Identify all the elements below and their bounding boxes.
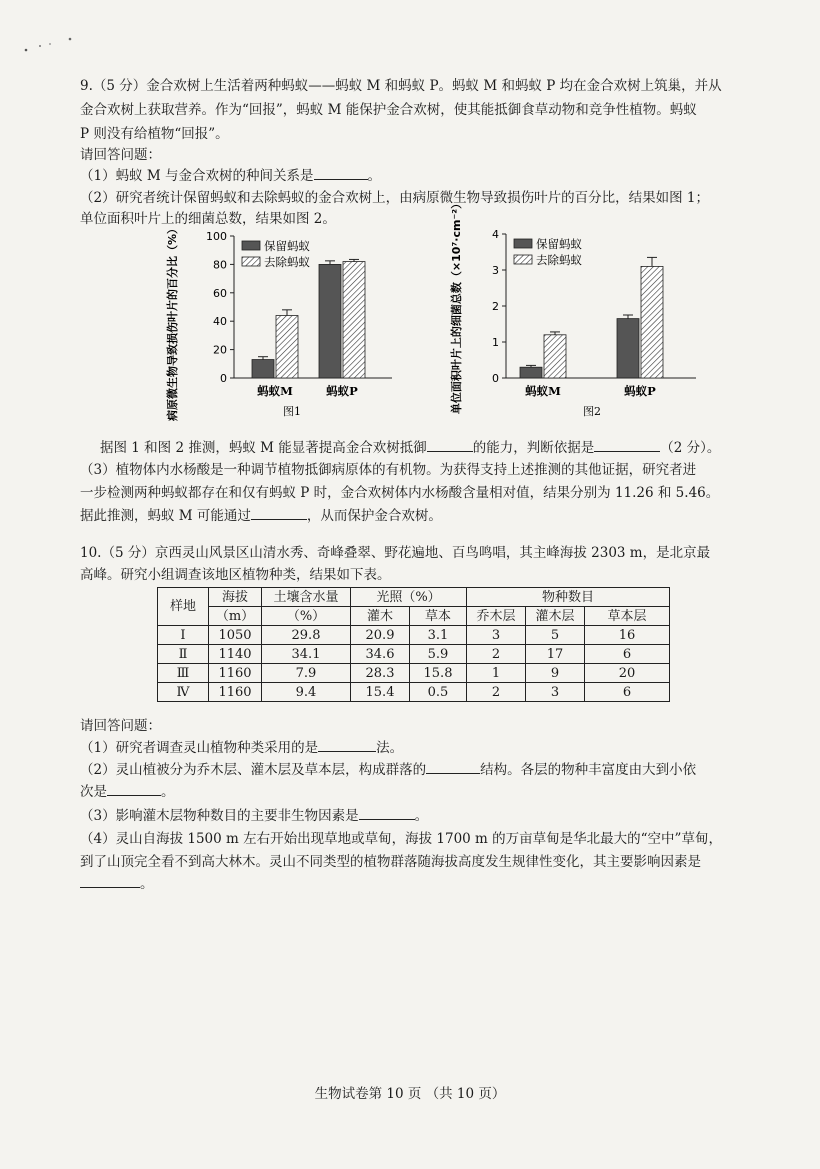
table-cell: 5 bbox=[526, 626, 585, 645]
q10-part-1-end: 法。 bbox=[376, 740, 404, 756]
table-cell: 6 bbox=[585, 683, 670, 702]
table-cell: 16 bbox=[585, 626, 670, 645]
q9-inference bbox=[100, 438, 720, 458]
y-tick-label: 40 bbox=[213, 315, 227, 329]
header-herb-layer: 草本层 bbox=[585, 607, 670, 626]
header-site: 样地 bbox=[158, 588, 209, 626]
legend-label: 保留蚂蚁 bbox=[536, 237, 582, 251]
q9-inference-text-3: （2 分）。 bbox=[660, 440, 721, 456]
header-soil: 土壤含水量 bbox=[262, 588, 351, 607]
table-cell: 7.9 bbox=[262, 664, 351, 683]
table-cell: Ⅱ bbox=[158, 645, 209, 664]
q9-line-2: 金合欢树上获取营养。作为“回报”，蚂蚁 M 能保护金合欢树，使其能抵御食草动物和竞争性植物。蚂蚁 bbox=[80, 102, 697, 118]
header-light-shrub: 灌木 bbox=[351, 607, 410, 626]
header-species: 物种数目 bbox=[467, 588, 670, 607]
header-altitude: 海拔 bbox=[209, 588, 262, 607]
q9-part-3-end: ，从而保护金合欢树。 bbox=[306, 508, 442, 524]
figure-1-chart bbox=[166, 222, 402, 422]
table-cell: 5.9 bbox=[410, 645, 467, 664]
q9-part-3-line-3 bbox=[80, 506, 442, 526]
q9-inference-text-2: 的能力，判断依据是 bbox=[472, 440, 595, 456]
scan-speckles bbox=[22, 36, 82, 56]
y-tick-label: 1 bbox=[492, 336, 499, 349]
table-cell: 20.9 bbox=[351, 626, 410, 645]
legend-swatch bbox=[514, 239, 532, 248]
q10-part-1-text: （1）研究者调查灵山植物种类采用的是 bbox=[80, 740, 319, 756]
y-tick-label: 2 bbox=[492, 300, 499, 313]
header-tree-layer: 乔木层 bbox=[467, 607, 526, 626]
page-footer: 生物试卷第 10 页 （共 10 页） bbox=[314, 1086, 506, 1102]
q10-part-3-text: （3）影响灌木层物种数目的主要非生物因素是 bbox=[80, 808, 359, 824]
table-cell: 20 bbox=[585, 664, 670, 683]
q9-part-3-text: 据此推测，蚂蚁 M 可能通过 bbox=[80, 508, 251, 524]
x-tick-label: 蚂蚁P bbox=[624, 384, 656, 398]
table-cell: 34.1 bbox=[262, 645, 351, 664]
q9-part-1-end: 。 bbox=[367, 168, 381, 184]
legend-label: 保留蚂蚁 bbox=[264, 239, 310, 253]
q10-part-4-end: 。 bbox=[140, 876, 154, 892]
q9-line-1: 9.（5 分）金合欢树上生活着两种蚂蚁——蚂蚁 M 和蚂蚁 P。蚂蚁 M 和蚂蚁 P 均在金合欢树上筑巢，并从 bbox=[80, 78, 722, 94]
table-cell: 2 bbox=[467, 645, 526, 664]
q10-part-2-text-1: （2）灵山植被分为乔木层、灌木层及草本层，构成群落的 bbox=[80, 762, 427, 778]
survey-table bbox=[157, 587, 670, 702]
q9-part-2-line-1: （2）研究者统计保留蚂蚁和去除蚂蚁的金合欢树上，由病原微生物导致损伤叶片的百分比，结果如图 1； bbox=[80, 190, 709, 206]
header-light: 光照（%） bbox=[351, 588, 467, 607]
legend-label: 去除蚂蚁 bbox=[536, 253, 582, 267]
q10-part-4-line-1: （4）灵山自海拔 1500 m 左右开始出现草地或草甸，海拔 1700 m 的万亩草甸是华北最大的“空中”草甸， bbox=[80, 831, 722, 847]
x-tick-label: 蚂蚁P bbox=[326, 384, 358, 398]
bar-keep bbox=[520, 367, 542, 378]
figure-2-ylabel: 单位面积叶片上的细菌总数（×10⁷·cm⁻²） bbox=[450, 197, 463, 415]
table-cell: 3 bbox=[526, 683, 585, 702]
figure-1-title: 图1 bbox=[283, 405, 301, 418]
bar-remove bbox=[641, 266, 663, 378]
figure-2-chart bbox=[450, 197, 706, 422]
table-cell: Ⅲ bbox=[158, 664, 209, 683]
table-cell: 1140 bbox=[209, 645, 262, 664]
table-row bbox=[158, 664, 670, 683]
answer-blank[interactable] bbox=[318, 751, 376, 752]
q9-part-1 bbox=[80, 166, 381, 186]
y-tick-label: 3 bbox=[492, 264, 499, 277]
q9-part-3-line-2: 一步检测两种蚂蚁都存在和仅有蚂蚁 P 时，金合欢树体内水杨酸含量相对值，结果分别为 11.26 和 5.46。 bbox=[80, 485, 720, 501]
figure-2-title: 图2 bbox=[583, 405, 601, 418]
y-tick-label: 4 bbox=[492, 228, 499, 241]
table-cell: 15.4 bbox=[351, 683, 410, 702]
table-cell: Ⅰ bbox=[158, 626, 209, 645]
q10-part-2-text-3: 次是 bbox=[80, 784, 107, 800]
table-cell: 1160 bbox=[209, 664, 262, 683]
table-cell: 3 bbox=[467, 626, 526, 645]
bar-remove bbox=[544, 335, 566, 378]
q10-part-2-line-2 bbox=[80, 782, 175, 802]
q10-part-4-line-3 bbox=[80, 874, 154, 894]
header-altitude-unit: （m） bbox=[209, 607, 262, 626]
table-cell: 0.5 bbox=[410, 683, 467, 702]
table-cell: 15.8 bbox=[410, 664, 467, 683]
legend-swatch bbox=[514, 255, 532, 264]
y-tick-label: 0 bbox=[220, 372, 227, 385]
answer-blank[interactable] bbox=[359, 819, 415, 820]
answer-blank[interactable] bbox=[314, 179, 368, 180]
answer-blank[interactable] bbox=[427, 451, 473, 452]
table-cell: 3.1 bbox=[410, 626, 467, 645]
table-cell: 29.8 bbox=[262, 626, 351, 645]
header-light-herb: 草本 bbox=[410, 607, 467, 626]
header-shrub-layer: 灌木层 bbox=[526, 607, 585, 626]
figure-1-ylabel: 病原微生物导致损伤叶片的百分比（%） bbox=[166, 222, 179, 422]
bar-remove bbox=[276, 316, 298, 378]
header-soil-unit: （%） bbox=[262, 607, 351, 626]
table-cell: 1160 bbox=[209, 683, 262, 702]
q10-part-3 bbox=[80, 806, 428, 826]
x-tick-label: 蚂蚁M bbox=[257, 384, 293, 398]
q10-part-3-end: 。 bbox=[414, 808, 429, 824]
answer-blank[interactable] bbox=[80, 887, 140, 888]
answer-blank[interactable] bbox=[251, 519, 307, 520]
table-cell: 9.4 bbox=[262, 683, 351, 702]
q10-intro-2: 高峰。研究小组调查该地区植物种类，结果如下表。 bbox=[80, 567, 391, 583]
y-tick-label: 100 bbox=[206, 230, 227, 243]
y-tick-label: 0 bbox=[492, 372, 499, 385]
y-tick-label: 20 bbox=[213, 343, 227, 357]
q10-part-4-line-2: 到了山顶完全看不到高大林木。灵山不同类型的植物群落随海拔高度发生规律性变化，其主要影响因素是 bbox=[80, 854, 701, 870]
answer-blank[interactable] bbox=[594, 451, 660, 452]
table-cell: 2 bbox=[467, 683, 526, 702]
bar-keep bbox=[617, 319, 639, 378]
legend-label: 去除蚂蚁 bbox=[264, 255, 310, 269]
table-cell: 17 bbox=[526, 645, 585, 664]
q9-inference-text-1: 据图 1 和图 2 推测，蚂蚁 M 能显著提高金合欢树抵御 bbox=[100, 440, 427, 456]
bar-keep bbox=[252, 360, 274, 378]
table-cell: 6 bbox=[585, 645, 670, 664]
q10-part-2-text-2: 结构。各层的物种丰富度由大到小依 bbox=[480, 762, 697, 778]
q10-part-1 bbox=[80, 738, 403, 758]
y-tick-label: 80 bbox=[213, 258, 227, 272]
bar-remove bbox=[343, 262, 365, 378]
q10-part-2-line-1 bbox=[80, 760, 696, 780]
q10-ask: 请回答问题： bbox=[80, 718, 161, 734]
answer-blank[interactable] bbox=[107, 795, 161, 796]
table-cell: 1 bbox=[467, 664, 526, 683]
table-cell: Ⅳ bbox=[158, 683, 209, 702]
q9-part-1-text: （1）蚂蚁 M 与金合欢树的种间关系是 bbox=[80, 168, 314, 184]
bar-keep bbox=[319, 264, 341, 378]
table-cell: 9 bbox=[526, 664, 585, 683]
q10-intro-1: 10.（5 分）京西灵山风景区山清水秀、奇峰叠翠、野花遍地、百鸟鸣唱，其主峰海拔 2303 m，是北京最 bbox=[80, 545, 711, 561]
table-cell: 34.6 bbox=[351, 645, 410, 664]
table-cell: 28.3 bbox=[351, 664, 410, 683]
q10-part-2-end: 。 bbox=[161, 784, 175, 800]
table-row bbox=[158, 626, 670, 645]
legend-swatch bbox=[242, 241, 260, 250]
x-tick-label: 蚂蚁M bbox=[525, 384, 561, 398]
y-tick-label: 60 bbox=[213, 286, 227, 300]
table-row bbox=[158, 683, 670, 702]
q9-line-3: P 则没有给植物“回报”。 bbox=[80, 126, 229, 142]
q9-ask: 请回答问题： bbox=[80, 147, 161, 163]
table-cell: 1050 bbox=[209, 626, 262, 645]
table-row bbox=[158, 645, 670, 664]
legend-swatch bbox=[242, 257, 260, 266]
q9-part-3-line-1: （3）植物体内水杨酸是一种调节植物抵御病原体的有机物。为获得支持上述推测的其他证据，研究者进 bbox=[80, 462, 697, 478]
q9-part-2-line-2: 单位面积叶片上的细菌总数，结果如图 2。 bbox=[80, 211, 336, 227]
answer-blank[interactable] bbox=[426, 773, 480, 774]
